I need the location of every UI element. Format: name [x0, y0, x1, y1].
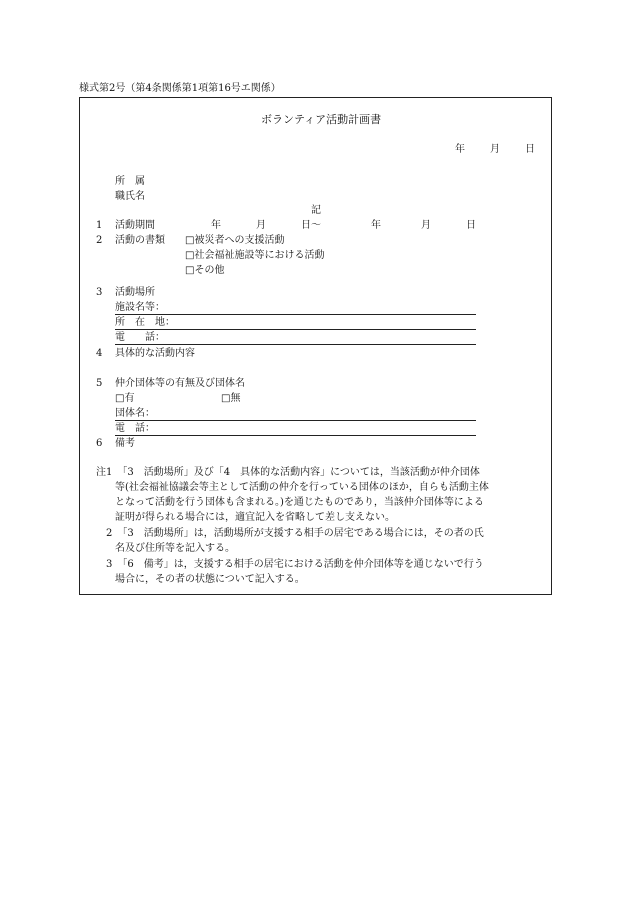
group-name-field[interactable]	[115, 420, 476, 421]
note-1-line: 注1 「3 活動場所」及び「4 具体的な活動内容」については，当該活動が仲介団体	[96, 467, 480, 478]
note-3-line: 3 「6 備考」は，支援する相手の居宅における活動を仲介団体等を通じないで行う	[106, 559, 484, 570]
period-start-day: 日〜	[301, 220, 321, 231]
date-month: 月	[490, 144, 500, 155]
affiliation-label: 所 属	[115, 176, 145, 187]
group-phone-label: 電 話：	[115, 423, 155, 434]
period-end-month: 月	[421, 220, 431, 231]
period-end-day: 日	[466, 220, 476, 231]
form-number-label: 様式第2号（第4条関係第1項第16号エ関係）	[79, 83, 281, 94]
note-1-line: 等(社会福祉協議会等主として活動の仲介を行っている団体のほか，自らも活動主体	[115, 482, 489, 493]
note-2-line: 名及び住所等を記入する。	[115, 543, 235, 554]
item-5-label: 仲介団体等の有無及び団体名	[115, 378, 245, 389]
group-name-label: 団体名：	[115, 408, 155, 419]
option-other[interactable]: □その他	[185, 265, 225, 276]
facility-name-field[interactable]	[115, 314, 476, 315]
document-title: ボランティア活動計画書	[261, 113, 382, 126]
item-1-label: 活動期間	[115, 220, 155, 231]
date-day: 日	[525, 144, 535, 155]
item-4-number: 4	[96, 348, 103, 359]
item-1-number: 1	[96, 220, 103, 231]
option-intermediary-no[interactable]: □無	[221, 393, 241, 404]
group-phone-field[interactable]	[115, 435, 476, 436]
address-field[interactable]	[115, 329, 476, 330]
address-label: 所 在 地：	[115, 317, 175, 328]
facility-name-label: 施設名等：	[115, 302, 165, 313]
period-start-year: 年	[211, 220, 221, 231]
period-end-year: 年	[371, 220, 381, 231]
item-6-number: 6	[96, 438, 103, 449]
item-3-label: 活動場所	[115, 287, 155, 298]
note-2-line: 2 「3 活動場所」は，活動場所が支援する相手の居宅である場合には，その者の氏	[106, 528, 484, 539]
item-4-label: 具体的な活動内容	[115, 348, 195, 359]
option-disaster-support[interactable]: □被災者への支援活動	[185, 235, 285, 246]
option-intermediary-yes[interactable]: □有	[115, 393, 135, 404]
name-title-label: 職氏名	[115, 191, 145, 202]
period-start-month: 月	[256, 220, 266, 231]
place-phone-field[interactable]	[115, 344, 476, 345]
item-2-label: 活動の書類	[115, 235, 165, 246]
item-6-label: 備考	[115, 438, 135, 449]
date-year: 年	[455, 144, 465, 155]
note-3-line: 場合に，その者の状態について記入する。	[115, 574, 305, 585]
note-1-line: 証明が得られる場合には，適宜記入を省略して差し支えない。	[115, 512, 395, 523]
option-welfare-facility[interactable]: □社会福祉施設等における活動	[185, 250, 325, 261]
item-5-number: 5	[96, 378, 103, 389]
item-2-number: 2	[96, 235, 103, 246]
ki-heading: 記	[311, 205, 321, 216]
note-1-line: となって活動を行う団体も含まれる。)を通じたものであり，当該仲介団体等による	[115, 497, 484, 508]
form-frame	[79, 97, 552, 595]
item-3-number: 3	[96, 287, 103, 298]
place-phone-label: 電 話：	[115, 332, 165, 343]
